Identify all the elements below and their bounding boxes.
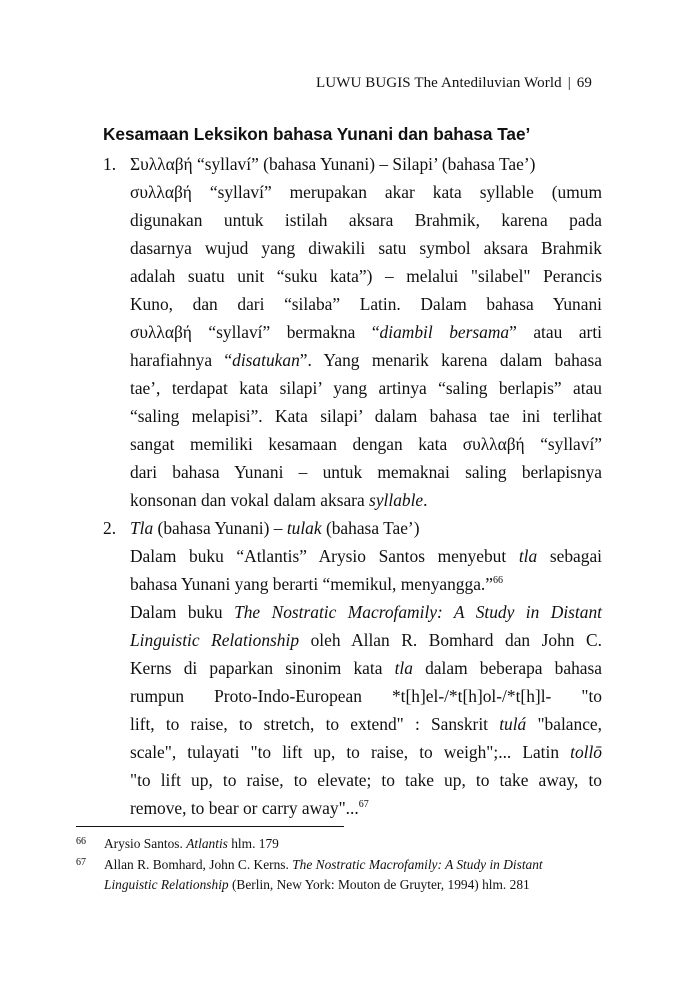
italic-phrase: Atlantis xyxy=(186,836,228,851)
footnote-66 xyxy=(76,834,606,854)
text-run: (bahasa Tae’) xyxy=(321,518,420,538)
footnote-ref-66: 66 xyxy=(492,575,503,587)
footnote-67-continued xyxy=(76,875,606,895)
italic-phrase: disatukan xyxy=(232,350,300,370)
list-item-2-heading xyxy=(103,514,602,542)
paragraph-line xyxy=(130,794,602,822)
paragraph-line xyxy=(130,542,602,570)
italic-phrase: The Nostratic Macrofamily: A Study in Distant xyxy=(292,857,543,872)
italic-phrase: Linguistic Relationship xyxy=(130,630,300,650)
list-item-1-heading xyxy=(103,150,602,178)
paragraph-line: dari bahasa Yunani – untuk memaknai saling berlapisnya xyxy=(130,462,602,482)
text-run: sebagai xyxy=(537,546,602,566)
footnote-ref-67: 67 xyxy=(358,799,369,811)
page-number: 69 xyxy=(576,75,592,91)
paragraph-line: "to lift up, to raise, to elevate; to take up, to take away, to xyxy=(130,770,602,790)
text-run: scale", tulayati "to lift up, to raise, to weigh";... Latin xyxy=(130,742,571,762)
text-run: Kerns di paparkan sinonim kata xyxy=(130,658,395,678)
running-title: LUWU BUGIS The Antediluvian World xyxy=(316,75,562,91)
list-item-1-title: Συλλαβή “syllaví” (bahasa Yunani) – Silapi’ (bahasa Tae’) xyxy=(130,154,536,174)
paragraph-line: rumpun Proto-Indo-European *t[h]el-/*t[h]ol-/*t[h]l- "to xyxy=(130,686,602,706)
paragraph-line: tae’, terdapat kata silapi’ yang artinya “saling berlapis” atau xyxy=(130,378,602,398)
text-run: Arysio Santos. xyxy=(104,836,187,851)
header-separator: | xyxy=(567,75,571,91)
italic-phrase: Linguistic Relationship xyxy=(104,877,229,892)
text-run: συλλαβή “syllaví” bermakna “ xyxy=(130,322,380,342)
footnote-67 xyxy=(76,855,606,875)
italic-phrase: tulá xyxy=(499,714,527,734)
text-run: ” atau arti xyxy=(509,322,602,342)
paragraph-line xyxy=(130,626,602,654)
text-run: ”. Yang menarik karena dalam bahasa xyxy=(299,350,602,370)
paragraph-line: adalah suatu unit “suku kata”) – melalui "silabel" Perancis xyxy=(130,266,602,286)
running-header xyxy=(316,75,592,92)
italic-phrase: diambil bersama xyxy=(379,322,510,342)
text-run: oleh Allan R. Bomhard dan John C. xyxy=(299,630,602,650)
paragraph-line xyxy=(130,710,602,738)
text-run: "balance, xyxy=(526,714,602,734)
paragraph-line: digunakan untuk istilah aksara Brahmik, karena pada xyxy=(130,210,602,230)
paragraph-line xyxy=(130,486,602,514)
text-run: Dalam buku xyxy=(130,602,235,622)
list-item-number: 1. xyxy=(103,154,117,174)
italic-phrase: tla xyxy=(394,658,413,678)
paragraph-line: sangat memiliki kesamaan dengan kata συλλαβή “syllaví” xyxy=(130,434,602,454)
italic-phrase: tollō xyxy=(570,742,602,762)
italic-phrase: tulak xyxy=(286,518,322,538)
paragraph-line xyxy=(130,654,602,682)
text-run: . xyxy=(423,490,428,510)
text-run: (bahasa Yunani) – xyxy=(153,518,287,538)
paragraph-line: “saling melapisi”. Kata silapi’ dalam bahasa tae ini terlihat xyxy=(130,406,602,426)
italic-phrase: syllable xyxy=(369,490,424,510)
text-run: bahasa Yunani yang berarti “memikul, menyangga.” xyxy=(130,574,493,594)
text-run: konsonan dan vokal dalam aksara xyxy=(130,490,370,510)
paragraph-line: συλλαβή “syllaví” merupakan akar kata syllable (umum xyxy=(130,182,602,202)
paragraph-line: dasarnya wujud yang diwakili satu symbol aksara Brahmik xyxy=(130,238,602,258)
footnote-divider xyxy=(76,826,344,827)
list-item-number: 2. xyxy=(103,518,117,538)
section-heading: Kesamaan Leksikon bahasa Yunani dan bahasa Tae’ xyxy=(103,124,531,144)
italic-phrase: The Nostratic Macrofamily: A Study in Distant xyxy=(234,602,602,622)
paragraph-line xyxy=(130,346,602,374)
text-run: Dalam buku “Atlantis” Arysio Santos menyebut xyxy=(130,546,519,566)
text-run: lift, to raise, to stretch, to extend" : Sanskrit xyxy=(130,714,500,734)
paragraph-line xyxy=(130,598,602,626)
text-run: dalam beberapa bahasa xyxy=(412,658,602,678)
text-run: hlm. 179 xyxy=(227,836,279,851)
italic-phrase: Tla xyxy=(130,518,154,538)
paragraph-line xyxy=(130,318,602,346)
text-run: remove, to bear or carry away"... xyxy=(130,798,359,818)
text-run: (Berlin, New York: Mouton de Gruyter, 1994) hlm. 281 xyxy=(228,877,530,892)
paragraph-line xyxy=(130,738,602,766)
paragraph-line xyxy=(130,570,602,598)
text-run: harafiahnya “ xyxy=(130,350,233,370)
footnote-number: 66 xyxy=(76,836,86,847)
text-run: Allan R. Bomhard, John C. Kerns. xyxy=(104,857,293,872)
italic-phrase: tla xyxy=(518,546,538,566)
paragraph-line: Kuno, dan dari “silaba” Latin. Dalam bahasa Yunani xyxy=(130,294,602,314)
footnote-number: 67 xyxy=(76,857,86,868)
